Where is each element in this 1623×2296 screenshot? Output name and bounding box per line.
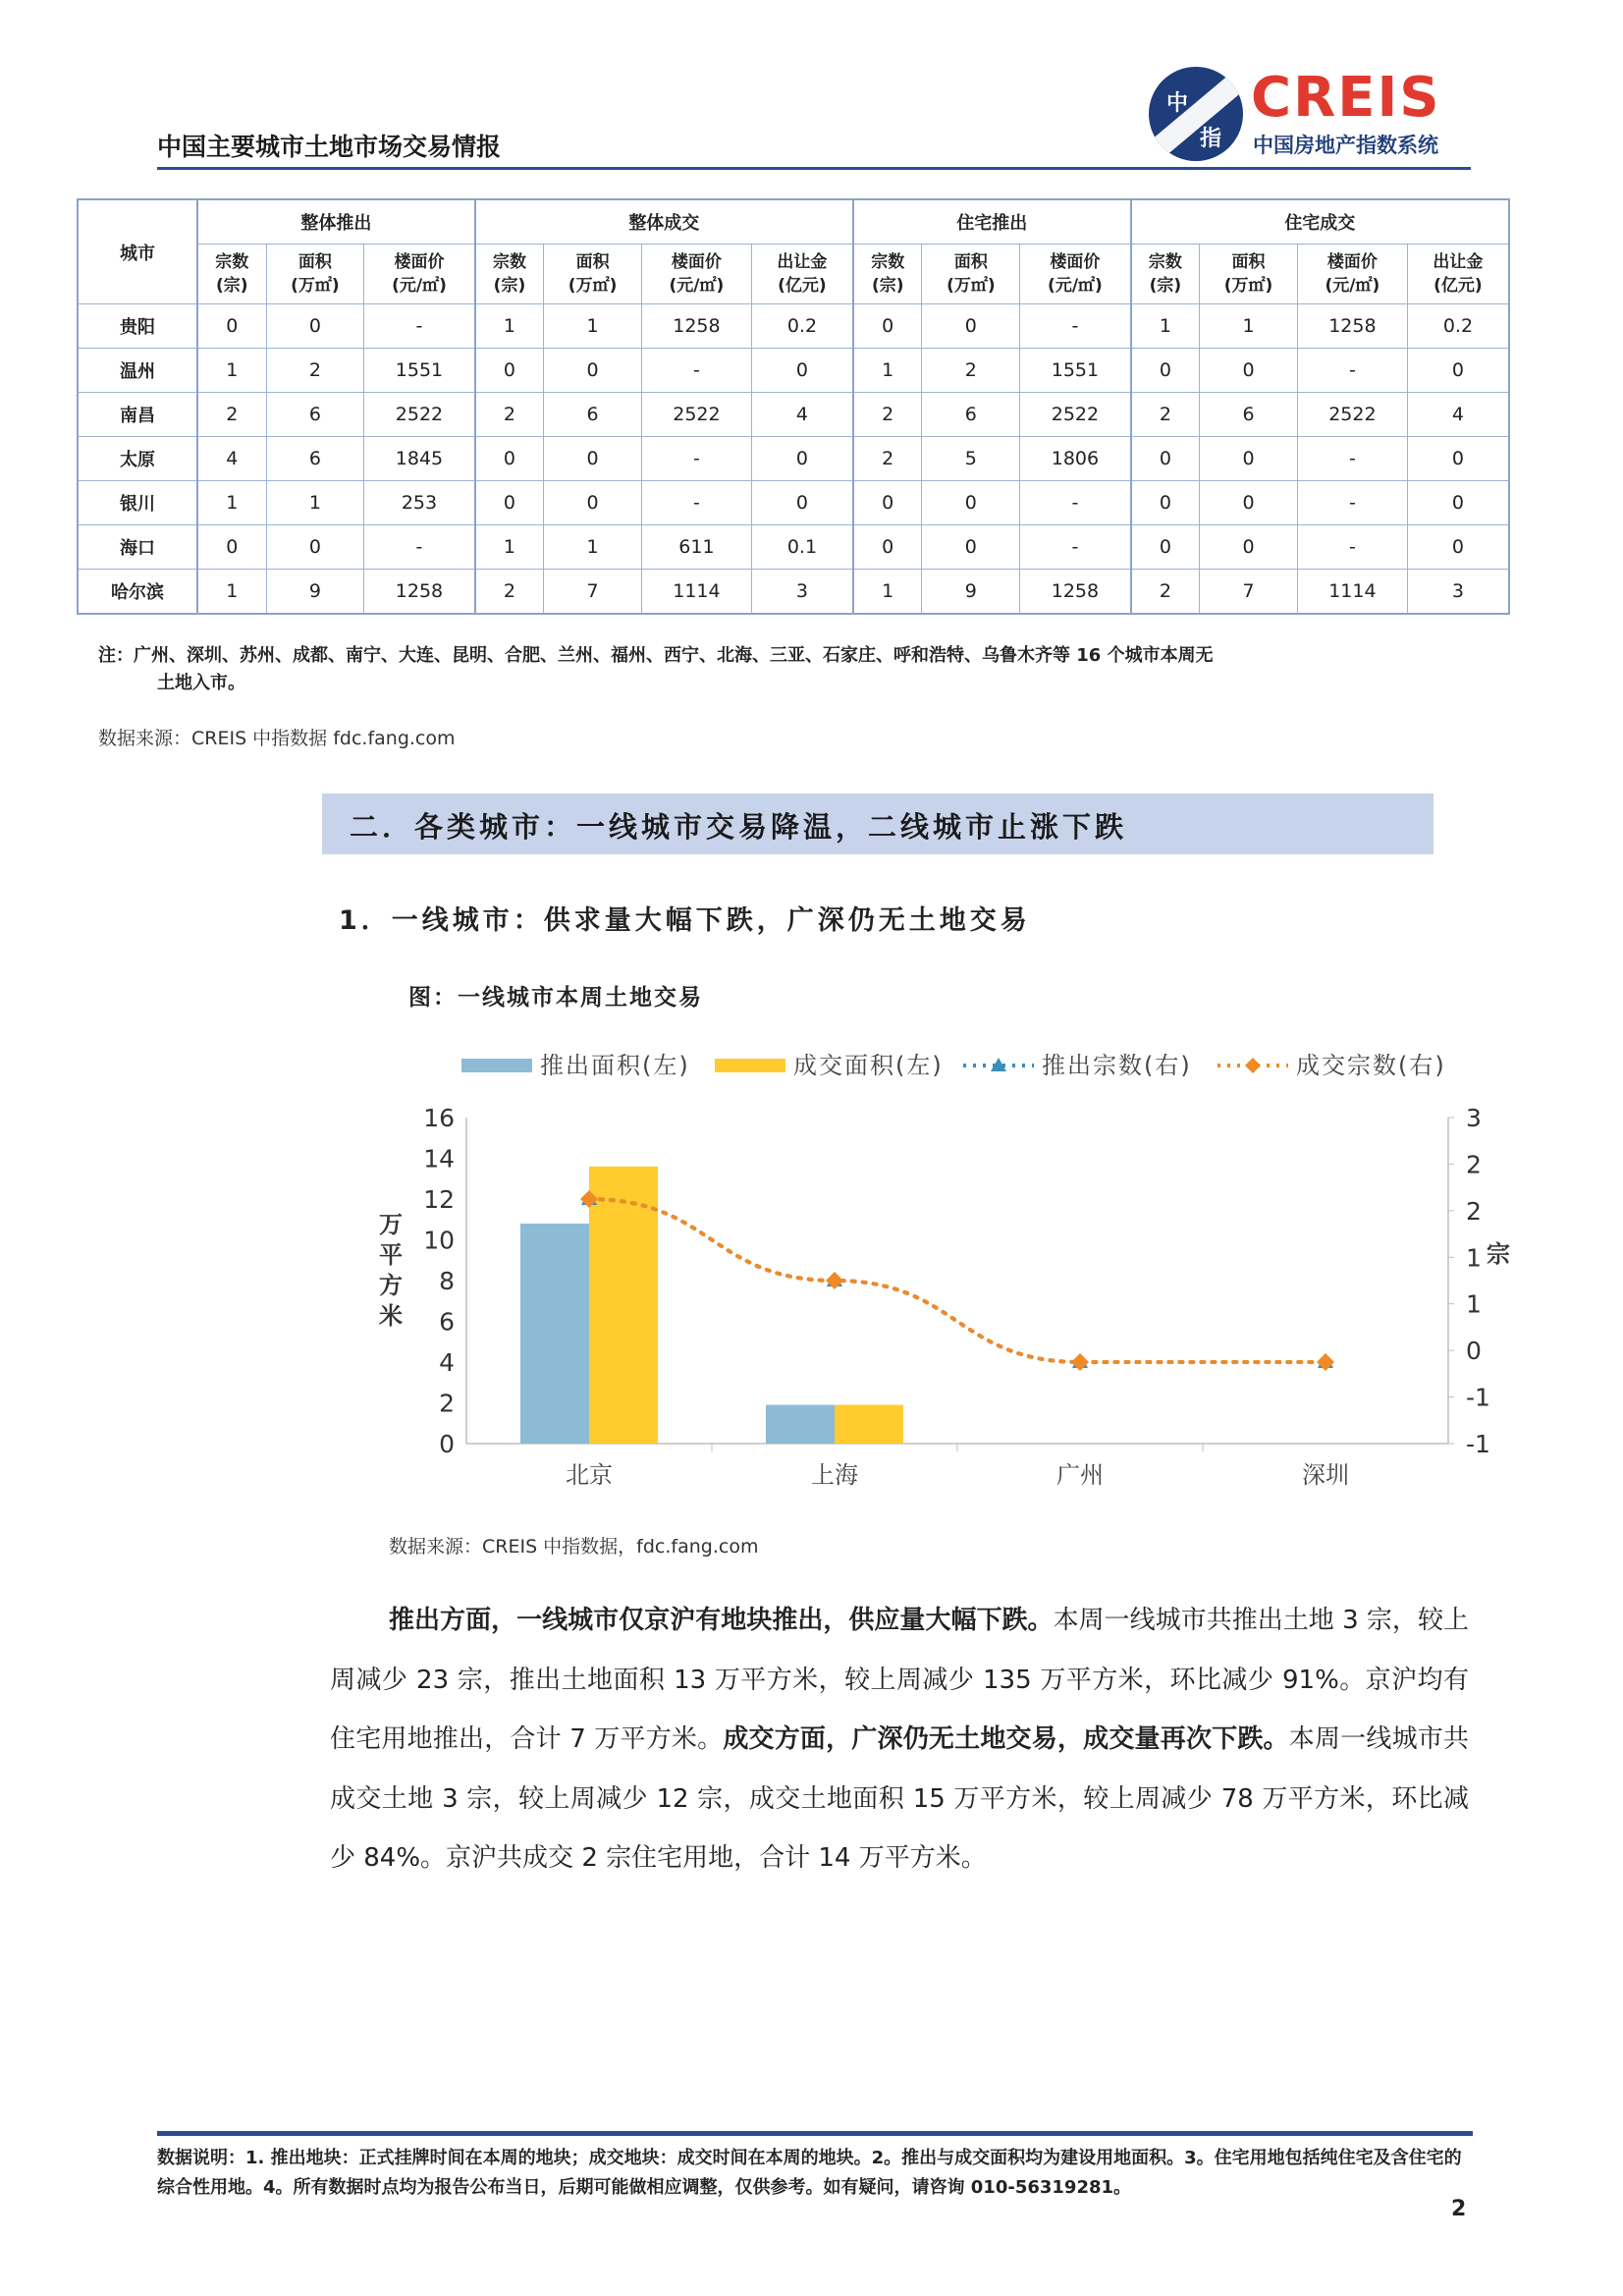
section-title: 二．各类城市：一线城市交易降温，二线城市止涨下跌 [350, 810, 1128, 844]
value-cell: 1 [197, 570, 266, 615]
right-tick-label: 1 [1466, 1289, 1482, 1319]
value-cell: 1 [544, 304, 642, 349]
left-axis-title: 方 [379, 1272, 403, 1299]
bar [835, 1405, 903, 1444]
value-cell: 0 [1131, 525, 1200, 570]
bar [589, 1167, 658, 1444]
left-tick-label: 16 [423, 1104, 455, 1132]
page-number: 2 [1451, 2197, 1467, 2221]
table-row [78, 437, 1509, 481]
city-cell: 海口 [78, 525, 197, 570]
value-cell: 9 [266, 570, 364, 615]
value-cell: 7 [544, 570, 642, 615]
value-cell: 1 [197, 481, 266, 525]
left-axis-title: 米 [379, 1302, 403, 1330]
left-axis-title: 平 [379, 1241, 403, 1269]
column-subheader: 宗数 (宗) [197, 245, 266, 304]
left-tick-label: 2 [439, 1389, 455, 1418]
value-cell: 1551 [1020, 349, 1131, 393]
value-cell: 6 [922, 393, 1020, 437]
city-cell: 哈尔滨 [78, 570, 197, 615]
column-subheader: 出让金 (亿元) [751, 245, 853, 304]
value-cell: 4 [1407, 393, 1509, 437]
value-cell: 0 [266, 304, 364, 349]
creis-logo [1149, 63, 1473, 165]
city-cell: 太原 [78, 437, 197, 481]
value-cell: 0.2 [751, 304, 853, 349]
value-cell: 1258 [1297, 304, 1407, 349]
logo-subtitle: 中国房地产指数系统 [1253, 134, 1438, 157]
value-cell: 1258 [1020, 570, 1131, 615]
header-divider [157, 167, 1471, 170]
land-trade-chart [373, 1036, 1512, 1507]
city-cell: 南昌 [78, 393, 197, 437]
column-subheader: 楼面价 (元/㎡) [1020, 245, 1131, 304]
value-cell: 2 [266, 349, 364, 393]
left-tick-label: 0 [439, 1430, 455, 1458]
value-cell: 0 [266, 525, 364, 570]
value-cell: 2 [922, 349, 1020, 393]
legend-label: 推出宗数(右) [1042, 1052, 1192, 1079]
body-text-2: 本周一线城市共成交土地 3 宗，较上周减少 12 宗，成交土地面积 15 万平方米，较上周减少 78 万平方米，环比减少 84%。京沪共成交 2 宗住宅用地，合计 14 万平方米。 [330, 1724, 1469, 1873]
value-cell: 2 [853, 437, 922, 481]
body-bold-2: 成交方面，广深仍无土地交易，成交量再次下跌。 [723, 1724, 1289, 1754]
table-group-header-row [78, 199, 1509, 245]
value-cell: 0 [1200, 481, 1298, 525]
value-cell: 2 [475, 570, 544, 615]
bar [766, 1405, 835, 1444]
subsection-title: 1．一线城市：供求量大幅下跌，广深仍无土地交易 [339, 905, 1031, 936]
value-cell: 2522 [1020, 393, 1131, 437]
city-cell: 银川 [78, 481, 197, 525]
legend-swatch [461, 1059, 532, 1072]
value-cell: 2522 [641, 393, 751, 437]
series-line [589, 1199, 1325, 1362]
value-cell: 1 [1200, 304, 1298, 349]
value-cell: 2522 [1297, 393, 1407, 437]
category-label: 北京 [566, 1461, 613, 1489]
column-subheader: 面积 (万㎡) [1200, 245, 1298, 304]
legend-label: 成交面积(左) [793, 1052, 944, 1079]
value-cell: 1806 [1020, 437, 1131, 481]
table-body [78, 304, 1509, 615]
column-subheader: 宗数 (宗) [475, 245, 544, 304]
value-cell: 0 [751, 349, 853, 393]
right-tick-label: -1 [1466, 1430, 1490, 1458]
value-cell: 0 [197, 304, 266, 349]
value-cell: 0 [475, 349, 544, 393]
line-point-diamond [1071, 1353, 1089, 1371]
value-cell: 1 [853, 570, 922, 615]
table-row [78, 393, 1509, 437]
value-cell: 0 [1131, 481, 1200, 525]
value-cell: 0.1 [751, 525, 853, 570]
value-cell: 7 [1200, 570, 1298, 615]
table-source: 数据来源：CREIS 中指数据 fdc.fang.com [98, 728, 456, 749]
value-cell: 0 [544, 437, 642, 481]
value-cell: 1 [544, 525, 642, 570]
value-cell: 0 [922, 304, 1020, 349]
legend-label: 推出面积(左) [540, 1052, 690, 1079]
right-tick-label: 1 [1466, 1243, 1482, 1273]
value-cell: - [641, 349, 751, 393]
value-cell: 6 [1200, 393, 1298, 437]
group-header: 住宅推出 [853, 199, 1131, 245]
group-header: 整体成交 [475, 199, 853, 245]
column-subheader: 面积 (万㎡) [922, 245, 1020, 304]
value-cell: - [1297, 349, 1407, 393]
left-axis-title: 万 [379, 1211, 403, 1238]
chart-source: 数据来源：CREIS 中指数据，fdc.fang.com [389, 1536, 759, 1558]
value-cell: 0 [922, 525, 1020, 570]
value-cell: - [1297, 481, 1407, 525]
line-point-diamond [1317, 1353, 1334, 1371]
value-cell: 0 [1407, 481, 1509, 525]
footer-divider [157, 2131, 1473, 2136]
legend-marker [1245, 1058, 1261, 1073]
value-cell: 0 [544, 481, 642, 525]
value-cell: 0 [1407, 525, 1509, 570]
series-line [589, 1199, 1325, 1362]
left-tick-label: 6 [439, 1307, 455, 1337]
value-cell: - [1297, 525, 1407, 570]
value-cell: 2 [1131, 570, 1200, 615]
value-cell: 4 [751, 393, 853, 437]
table-row [78, 525, 1509, 570]
logo-brand: CREIS [1251, 66, 1441, 130]
group-header: 整体推出 [197, 199, 475, 245]
value-cell: - [1020, 304, 1131, 349]
land-transaction-table [77, 198, 1510, 615]
city-column-header: 城市 [78, 199, 197, 304]
right-tick-label: 2 [1466, 1196, 1482, 1226]
note-line-2: 土地入市。 [157, 673, 245, 693]
column-subheader: 宗数 (宗) [1131, 245, 1200, 304]
value-cell: 1114 [1297, 570, 1407, 615]
body-text-1: 本周一线城市共推出土地 3 宗，较上周减少 23 宗，推出土地面积 13 万平方米，较上周减少 135 万平方米，环比减少 91%。京沪均有住宅用地推出，合计 7 万平方米。 [330, 1606, 1469, 1754]
value-cell: 2 [197, 393, 266, 437]
value-cell: 1 [475, 304, 544, 349]
value-cell: 0 [475, 437, 544, 481]
value-cell: 1845 [364, 437, 475, 481]
value-cell: 0 [544, 349, 642, 393]
left-tick-label: 12 [423, 1185, 455, 1214]
right-tick-label: -1 [1466, 1383, 1490, 1412]
report-title: 中国主要城市土地市场交易情报 [157, 133, 502, 161]
value-cell: 0.2 [1407, 304, 1509, 349]
value-cell: 6 [544, 393, 642, 437]
table-row [78, 570, 1509, 615]
group-header: 住宅成交 [1131, 199, 1509, 245]
line-point-diamond [826, 1272, 843, 1289]
value-cell: 253 [364, 481, 475, 525]
value-cell: 3 [1407, 570, 1509, 615]
column-subheader: 楼面价 (元/㎡) [364, 245, 475, 304]
table-subheader-row [78, 245, 1509, 304]
footer-data-notes: 数据说明：1. 推出地块：正式挂牌时间在本周的地块；成交地块：成交时间在本周的地块。2。推出与成交面积均为建设用地面积。3。住宅用地包括纯住宅及含住宅的综合性用地。4。所有数据时点均为报告公布当日，后期可能做相应调整，仅供参考。如有疑问，请咨询 010-56319281。 [157, 2148, 1462, 2198]
value-cell: - [1297, 437, 1407, 481]
value-cell: 0 [1131, 349, 1200, 393]
value-cell: 0 [1200, 437, 1298, 481]
right-axis-title: 宗 [1487, 1240, 1510, 1268]
table-note [98, 642, 1483, 697]
body-bold-1: 推出方面，一线城市仅京沪有地块推出，供应量大幅下跌。 [389, 1606, 1054, 1635]
column-subheader: 宗数 (宗) [853, 245, 922, 304]
city-cell: 温州 [78, 349, 197, 393]
value-cell: 611 [641, 525, 751, 570]
right-tick-label: 2 [1466, 1150, 1482, 1179]
value-cell: 1551 [364, 349, 475, 393]
value-cell: 0 [197, 525, 266, 570]
category-label: 上海 [811, 1461, 858, 1489]
body-paragraph [330, 1591, 1469, 1888]
value-cell: 0 [853, 525, 922, 570]
value-cell: 9 [922, 570, 1020, 615]
category-label: 深圳 [1302, 1461, 1349, 1489]
table-row [78, 349, 1509, 393]
table-row [78, 481, 1509, 525]
note-line-1: 注：广州、深圳、苏州、成都、南宁、大连、昆明、合肥、兰州、福州、西宁、北海、三亚、石家庄、呼和浩特、乌鲁木齐等 16 个城市本周无 [98, 645, 1214, 666]
left-tick-label: 10 [423, 1226, 455, 1255]
value-cell: 0 [475, 481, 544, 525]
value-cell: 1 [853, 349, 922, 393]
value-cell: 0 [853, 304, 922, 349]
right-tick-label: 0 [1466, 1337, 1482, 1366]
logo-char-1: 中 [1166, 91, 1189, 116]
value-cell: 0 [853, 481, 922, 525]
logo-char-2: 指 [1200, 127, 1222, 151]
left-tick-label: 14 [423, 1144, 455, 1174]
value-cell: 4 [197, 437, 266, 481]
value-cell: 2522 [364, 393, 475, 437]
bar [520, 1224, 589, 1444]
left-tick-label: 4 [439, 1348, 455, 1377]
value-cell: 1258 [364, 570, 475, 615]
right-tick-label: 3 [1466, 1104, 1482, 1132]
value-cell: 5 [922, 437, 1020, 481]
legend-swatch [715, 1059, 785, 1072]
value-cell: 2 [475, 393, 544, 437]
value-cell: - [641, 481, 751, 525]
value-cell: 0 [751, 437, 853, 481]
table-row [78, 304, 1509, 349]
value-cell: - [1020, 481, 1131, 525]
value-cell: 1258 [641, 304, 751, 349]
value-cell: 0 [1131, 437, 1200, 481]
value-cell: 0 [922, 481, 1020, 525]
category-label: 广州 [1056, 1461, 1104, 1489]
value-cell: 1 [197, 349, 266, 393]
value-cell: 3 [751, 570, 853, 615]
value-cell: 1 [1131, 304, 1200, 349]
column-subheader: 出让金 (亿元) [1407, 245, 1509, 304]
column-subheader: 楼面价 (元/㎡) [1297, 245, 1407, 304]
value-cell: 1 [266, 481, 364, 525]
column-subheader: 楼面价 (元/㎡) [641, 245, 751, 304]
value-cell: 0 [1407, 349, 1509, 393]
city-cell: 贵阳 [78, 304, 197, 349]
value-cell: 6 [266, 437, 364, 481]
value-cell: 2 [1131, 393, 1200, 437]
value-cell: - [364, 525, 475, 570]
value-cell: 0 [751, 481, 853, 525]
value-cell: 0 [1407, 437, 1509, 481]
column-subheader: 面积 (万㎡) [266, 245, 364, 304]
value-cell: 1 [475, 525, 544, 570]
value-cell: - [641, 437, 751, 481]
value-cell: - [364, 304, 475, 349]
legend-label: 成交宗数(右) [1296, 1052, 1446, 1079]
left-tick-label: 8 [439, 1267, 455, 1295]
logo-emblem [1149, 67, 1243, 161]
value-cell: 2 [853, 393, 922, 437]
value-cell: 0 [1200, 349, 1298, 393]
value-cell: 6 [266, 393, 364, 437]
column-subheader: 面积 (万㎡) [544, 245, 642, 304]
figure-title: 图：一线城市本周土地交易 [408, 985, 703, 1011]
value-cell: - [1020, 525, 1131, 570]
value-cell: 1114 [641, 570, 751, 615]
value-cell: 0 [1200, 525, 1298, 570]
